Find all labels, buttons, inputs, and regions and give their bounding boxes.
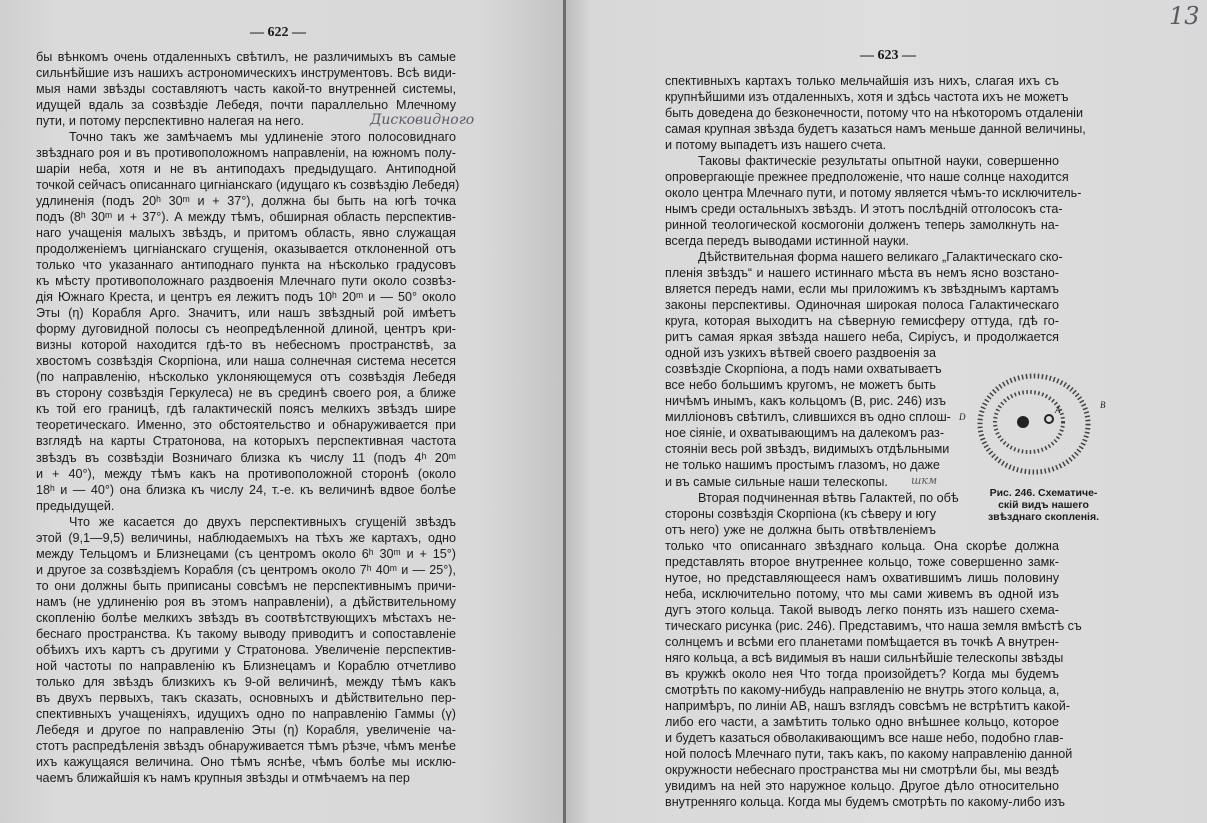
text-line: крупнѣйшими изъ отдаленныхъ, хотя и здѣсь частота ихъ не можетъ: [665, 90, 1069, 105]
text-line: бы вѣнкомъ очень отдаленныхъ свѣтилъ, не различимыхъ въ самые: [36, 50, 456, 64]
handwritten-note-right: шкм: [911, 474, 938, 487]
handwritten-page-mark: 13: [1169, 2, 1200, 30]
text-line: взглядѣ на карты Стратонова, на которыхъ перспективная частота: [36, 434, 456, 449]
text-line: стороны созвѣздія Скорпіона (къ сѣверу и югу: [665, 506, 936, 521]
text-line: и + 40°), между тѣмъ какъ на противоположной сторонѣ (около: [36, 466, 456, 481]
text-line: стотъ распредѣленія звѣздъ обнаруживается тѣмъ рѣзче, чѣмъ менѣе: [36, 738, 456, 753]
text-line: дія Южнаго Креста, и центръ ея лежитъ подъ 10ʰ 20ᵐ и — 50° около: [36, 290, 456, 305]
text-line: спективныхъ учащеніяхъ, идущихъ одно по направленію Гаммы (γ): [36, 706, 456, 721]
text-line: смотрѣть по какому-нибудь направленію не внутрь этого кольца, а,: [665, 682, 1060, 697]
text-line: стояніи весь рой звѣздъ, видимыхъ отдѣльными: [665, 442, 950, 457]
text-line: мыя нами звѣзды составляютъ часть какой-то внутренней системы,: [36, 82, 456, 97]
figure-label-b: B: [1100, 400, 1106, 410]
text-line: нутое, но представляющееся намъ охватившимъ лишь половину: [665, 570, 1059, 585]
text-line: спективныхъ картахъ только мельчайшія изъ нихъ, слагая ихъ съ: [665, 74, 1059, 88]
text-line: чаемъ ближайшія къ намъ крупныя звѣзды и отмѣчаемъ на пер: [36, 770, 410, 785]
text-line: только для звѣздъ близкихъ къ 9-ой величинѣ, между тѣмъ какъ: [36, 674, 456, 689]
text-line: звѣзднаго роя и въ противоположномъ направленіи, на южномъ полу-: [36, 146, 456, 161]
text-line: ничѣмъ инымъ, какъ кольцомъ (B, рис. 246) изъ: [665, 394, 946, 409]
text-line: идущей вдаль за созвѣздіе Лебедя, почти параллельно Млечному: [36, 98, 456, 113]
text-line: пленія звѣздъ“ и нашего истиннаго мѣста въ немъ ясно возстано-: [665, 266, 1059, 281]
text-line: круга, которая выходитъ на сѣверную гемисферу оттуда, гдѣ го-: [665, 314, 1059, 329]
text-line: только что описаннаго звѣзднаго кольца. Она скорѣе должна: [665, 538, 1059, 553]
text-line: Эты (η) Корабля Арго. Значитъ, или нашъ звѣздный рой имѣетъ: [36, 306, 456, 321]
text-line: не только нашимъ простымъ глазомъ, но даже: [665, 458, 940, 473]
text-line: нымъ среди остальныхъ звѣздъ. И этотъ послѣдній отголосокъ ста-: [665, 202, 1063, 217]
text-line: няго кольца, а всѣ видимыя въ наши сильнѣйшіе телескопы звѣзды: [665, 650, 1064, 665]
text-line: къ мѣсту противоположнаго раздвоенія Млечнаго пути около созвѣз-: [36, 274, 456, 289]
text-line: Точно такъ же замѣчаемъ мы удлиненіе этого полосовиднаго: [69, 130, 456, 145]
caption-line: Рис. 246. Схематиче-: [989, 487, 1098, 499]
text-line: самая крупная звѣзда будетъ казаться намъ меньше данной величины,: [665, 122, 1086, 137]
text-line: въ кружкѣ около нея Что тогда произойдетъ? Когда мы будемъ: [665, 666, 1059, 681]
text-line: отъ него) уже не должна быть отвѣтвленіемъ: [665, 522, 936, 537]
text-line: визны которой находится гдѣ-то въ небесномъ пространствѣ, за: [36, 338, 456, 353]
text-line: внутренняго кольца. Когда мы будемъ смотрѣть по какому-либо изъ: [665, 794, 1065, 809]
text-line: тическаго рисунка (рис. 246). Представимъ, что наша земля вмѣстѣ съ: [665, 618, 1082, 633]
text-line: опровергающіе прежнее предположеніе, что наше солнце находится: [665, 170, 1069, 185]
text-line: и будетъ казаться обволакивающимъ все наше небо, подобно глав-: [665, 730, 1064, 745]
text-line: этой (9,1—9,5) величины, наблюдаемыхъ на тѣхъ же картахъ, одно: [36, 530, 456, 545]
text-line: одной изъ узкихъ вѣтвей своего раздвоенія за: [665, 346, 936, 361]
text-line: увидимъ на ней это наружное кольцо. Другое дѣло относительно: [665, 778, 1059, 793]
text-line: предыдущей.: [36, 498, 115, 513]
text-line: между Тельцомъ и Близнецами (съ центромъ около 6ʰ 30ᵐ и + 15°): [36, 546, 456, 561]
right-page: [566, 0, 1207, 823]
figure-246-star-rings: [961, 372, 1111, 477]
text-line: ное сіяніе, и охватывающимъ на далекомъ раз-: [665, 426, 945, 441]
text-line: обѣихъ ихъ картъ съ другими у Стратонова. Увеличеніе перспектив-: [36, 642, 456, 657]
text-line: хвостомъ созвѣздія Скорпіона, или наша солнечная система несется: [36, 354, 456, 369]
text-line: неба, исключительно потому, что мы сами живемъ въ одной изъ: [665, 586, 1059, 601]
text-line: продолженіемъ цигніанскаго сгущенія, оказывается отклоненной отъ: [36, 242, 456, 257]
text-line: ринной теологической космогоніи долженъ теперь замолкнуть на-: [665, 218, 1059, 233]
text-line: въ сторону созвѣздія Геркулеса) не въ срединѣ своего роя, а ближе: [36, 386, 456, 401]
handwritten-note: Дисковидного: [370, 112, 475, 128]
figure-caption: [976, 487, 1111, 523]
text-line: 18ʰ и — 40°) она близка къ числу 24, т.-е. къ величинѣ вдвое болѣе: [36, 482, 456, 497]
page-number-left: — 622 —: [250, 25, 306, 40]
text-line: и въ самые сильные наши телескопы.: [665, 474, 888, 489]
text-line: всегда передъ выводами истинной науки.: [665, 234, 910, 249]
text-line: и потому выпадетъ изъ нашего счета.: [665, 138, 887, 153]
text-line: либо его части, а замѣтить только одно внѣшнее кольцо, которое: [665, 714, 1059, 729]
text-line: быть доведена до безконечности, потому что на нѣкоторомъ отдаленіи: [665, 106, 1083, 121]
text-line: пути, и потому перспективно налегая на него.: [36, 114, 304, 129]
text-line: звѣздъ въ созвѣздіи Возничаго близка къ числу 11 (подъ 4ʰ 20ᵐ: [36, 450, 456, 465]
text-line: вляется передъ нами, если мы приложимъ къ звѣзднымъ картамъ: [665, 282, 1059, 297]
text-line: ихъ кажущаяся величина. Оно тѣмъ яснѣе, чѣмъ болѣе мы исклю-: [36, 754, 456, 769]
text-line: солнцемъ и всѣми его планетами помѣщается въ точкѣ A внутрен-: [665, 634, 1059, 649]
text-line: форму дуговидной полосы съ неопредѣленной длиной, центръ кри-: [36, 322, 456, 337]
text-line: наго учащенія малыхъ звѣздъ, и притомъ область, явно служащая: [36, 226, 456, 241]
text-line: намъ (не удлиненію роя въ этомъ направленіи), а дѣйствительному: [36, 594, 456, 609]
text-line: шаріи неба, хотя и не въ антиподахъ предыдущаго. Антиподной: [36, 162, 456, 177]
text-line: подъ (8ʰ 30ᵐ и + 37°). А между тѣмъ, обширная область перспектив-: [36, 210, 456, 225]
text-line: милліоновъ свѣтилъ, слившихся въ одно сплош-: [665, 410, 951, 425]
text-line: беснаго пространства. Къ такому выводу приводитъ и сопоставленіе: [36, 626, 456, 641]
text-line: созвѣздіе Скорпіона, а подъ нами охватываетъ: [665, 362, 942, 377]
text-line: Таковы фактическіе результаты опытной науки, совершенно: [698, 154, 1059, 169]
text-line: окружности небеснаго пространства мы ни смотрѣли бы, мы вездѣ: [665, 762, 1059, 777]
text-line: удлиненія (подъ 20ʰ 30ᵐ и + 37°), должна бы быть на югѣ точка: [36, 194, 456, 209]
text-line: около центра Млечнаго пути, и потому является чѣмъ-то исключитель-: [665, 186, 1082, 201]
text-line: Дѣйствительная форма нашего великаго „Галактическаго ско-: [698, 250, 1063, 265]
text-line: скопленію болѣе мелкихъ звѣздъ въ соотвѣтствующихъ мѣстахъ не-: [36, 610, 456, 625]
text-line: и другое за созвѣздіемъ Корабля (съ центромъ около 7ʰ 40ᵐ и — 25°),: [36, 562, 456, 577]
text-line: то они должны быть приписаны совсѣмъ не перспективнымъ причи-: [36, 578, 456, 593]
text-line: ной полосѣ Млечнаго пути, такъ какъ, по какому направленію данной: [665, 746, 1073, 761]
text-line: точкой сейчасъ описаннаго цигніанскаго (идущаго къ созвѣздію Лебедя): [36, 178, 460, 193]
figure-label-d: D: [959, 412, 966, 422]
text-line: теоретическаго. Именно, это обстоятельство и обнаруживается при: [36, 418, 456, 433]
text-line: (по направленію, нѣсколько уклоняющемуся отъ созвѣздія Лебедя: [36, 370, 456, 385]
text-line: сильнѣйшие изъ нашихъ астрономическихъ инструментовъ. Всѣ види-: [36, 66, 456, 81]
caption-line: звѣзднаго скопленія.: [987, 511, 1100, 523]
text-line: представлять второе внутреннее кольцо, тоже совершенно замк-: [665, 554, 1059, 569]
text-line: дугъ этого кольца. Такой выводъ легко понять изъ нашего схема-: [665, 602, 1059, 617]
text-line: ритъ самая яркая звѣзда нашего неба, Сиріусъ, и продолжается: [665, 330, 1059, 345]
text-line: къ той его границѣ, гдѣ галактическій поясъ мелкихъ звѣздъ шире: [36, 402, 456, 417]
text-line: въ двухъ первыхъ, такъ сказать, основныхъ и дѣйствительно пер-: [36, 690, 456, 705]
page-number-right: — 623 —: [860, 48, 916, 63]
figure-label-a: A: [1055, 405, 1061, 415]
text-line: законы перспективы. Одиночная широкая полоса Галактическаго: [665, 298, 1059, 313]
text-line: Лебедя и другое по направленію Эты (η) Корабля, увеличеніе ча-: [36, 722, 456, 737]
text-line: Вторая подчиненная вѣтвь Галактей, по обѣ: [698, 490, 959, 505]
point-a-marker-icon: [1045, 415, 1053, 423]
text-line: только что указаннаго антиподнаго пункта на нѣсколько градусовъ: [36, 258, 456, 273]
center-cluster-icon: [1017, 416, 1029, 428]
text-line: ной частоты по направленію къ Близнецамъ и Кораблю отчетливо: [36, 658, 456, 673]
left-page: [0, 0, 566, 823]
text-line: Что же касается до двухъ перспективныхъ сгущеній звѣздъ: [69, 514, 456, 529]
text-line: все небо большимъ кругомъ, не можетъ быть: [665, 378, 936, 393]
text-line: напримѣръ, по линіи AB, нашъ взглядъ совсѣмъ не встрѣтитъ какой-: [665, 698, 1070, 713]
caption-line: скій видъ нашего: [998, 499, 1089, 511]
